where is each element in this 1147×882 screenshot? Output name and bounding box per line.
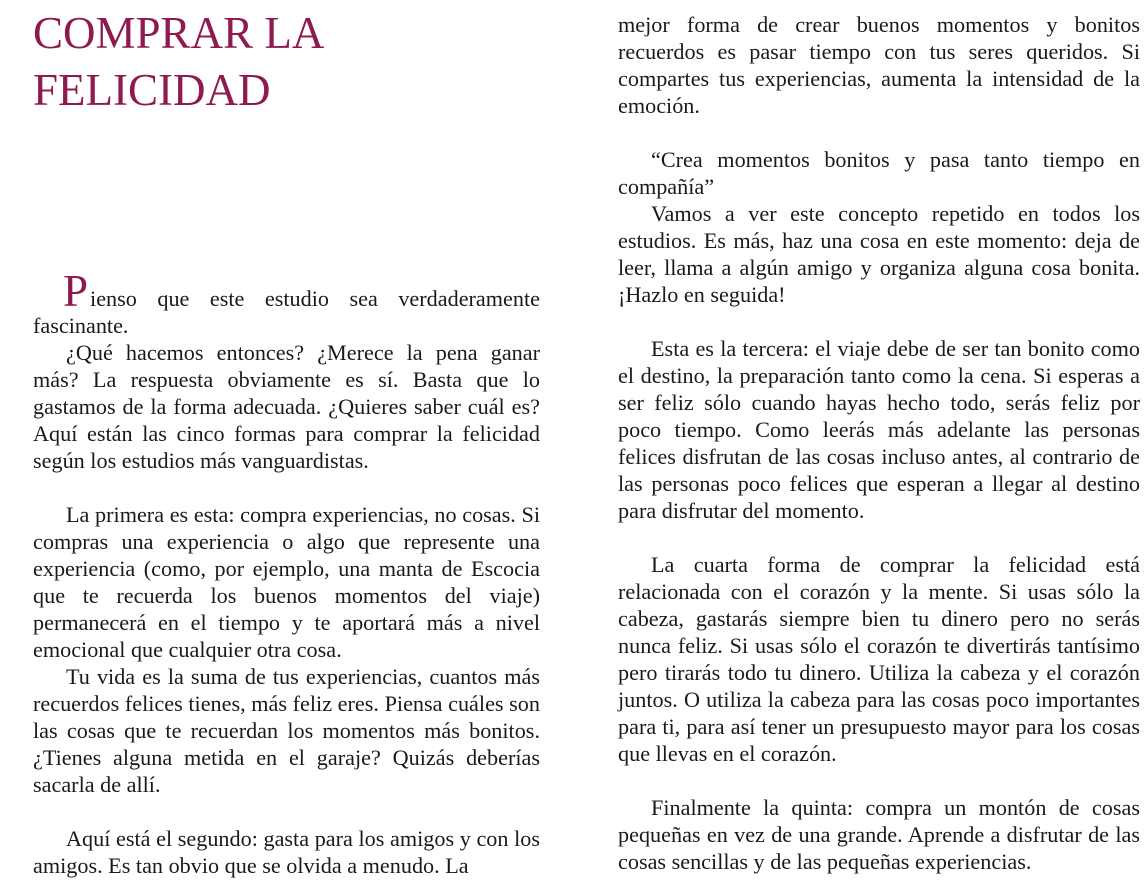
left-column — [33, 0, 540, 882]
paragraph: Vamos a ver este concepto repetido en todos los estudios. Es más, haz una cosa en este momento: deja de leer, llama a algún amigo y organiza alguna cosa bonita. ¡Hazlo en seguida! — [618, 201, 1140, 307]
paragraph: ¿Qué hacemos entonces? ¿Merece la pena ganar más? La respuesta obviamente es sí. Basta que lo gastamos de la forma adecuada. ¿Quieres saber cuál es? Aquí están las cinco formas para comprar la felicidad según los estudios más vanguardistas. — [33, 340, 540, 473]
raised-initial-cap: P — [63, 266, 89, 316]
paragraph-continuation: mejor forma de crear buenos momentos y bonitos recuerdos es pasar tiempo con tus seres queridos. Si compartes tus experiencias, aumenta la intensidad de la emoción. — [618, 12, 1140, 118]
paragraph-opening-text: ienso que este estudio sea verdaderamente fascinante. — [33, 286, 540, 338]
paragraph: Aquí está el segundo: gasta para los amigos y con los amigos. Es tan obvio que se olvida a menudo. La — [33, 826, 540, 878]
chapter-title: COMPRAR LA FELICIDAD — [33, 8, 322, 115]
paragraph: La cuarta forma de comprar la felicidad está relacionada con el corazón y la mente. Si usas sólo la cabeza, gastarás siempre bien tu dinero pero no serás nunca feliz. Si usas sólo el corazón te divertirás tantísimo pero tirarás todo tu dinero. Utiliza la cabeza y el corazón juntos. O utiliza la cabeza para las cosas poco importantes para ti, para así tener un presupuesto mayor para los cosas que llevas en el corazón. — [618, 552, 1140, 766]
paragraph: Esta es la tercera: el viaje debe de ser tan bonito como el destino, la preparación tanto como la cena. Si esperas a ser feliz sólo cuando hayas hecho todo, serás feliz por poco tiempo. Como leerás más adelante las personas felices disfrutan de las cosas incluso antes, al contrario de las personas poco felices que esperan a llegar al destino para disfrutar del momento. — [618, 336, 1140, 523]
right-column — [618, 0, 1140, 882]
paragraph: Finalmente la quinta: compra un montón de cosas pequeñas en vez de una grande. Aprende a disfrutar de las cosas sencillas y de las pequeñas experiencias. — [618, 795, 1140, 874]
paragraph: La primera es esta: compra experiencias, no cosas. Si compras una experiencia o algo que represente una experiencia (como, por ejemplo, una manta de Escocia que te recuerda los buenos momentos del viaje) permanecerá en el tiempo y te aportará más a nivel emocional que cualquier otra cosa. — [33, 502, 540, 662]
paragraph: Tu vida es la suma de tus experiencias, cuantos más recuerdos felices tienes, más feliz eres. Piensa cuáles son las cosas que te recuerdan los momentos más bonitos. ¿Tienes alguna metida en el garaje? Quizás deberías sacarla de allí. — [33, 664, 540, 797]
paragraph-quote: “Crea momentos bonitos y pasa tanto tiempo en compañía” — [618, 147, 1140, 199]
paragraph-opening — [33, 266, 540, 339]
